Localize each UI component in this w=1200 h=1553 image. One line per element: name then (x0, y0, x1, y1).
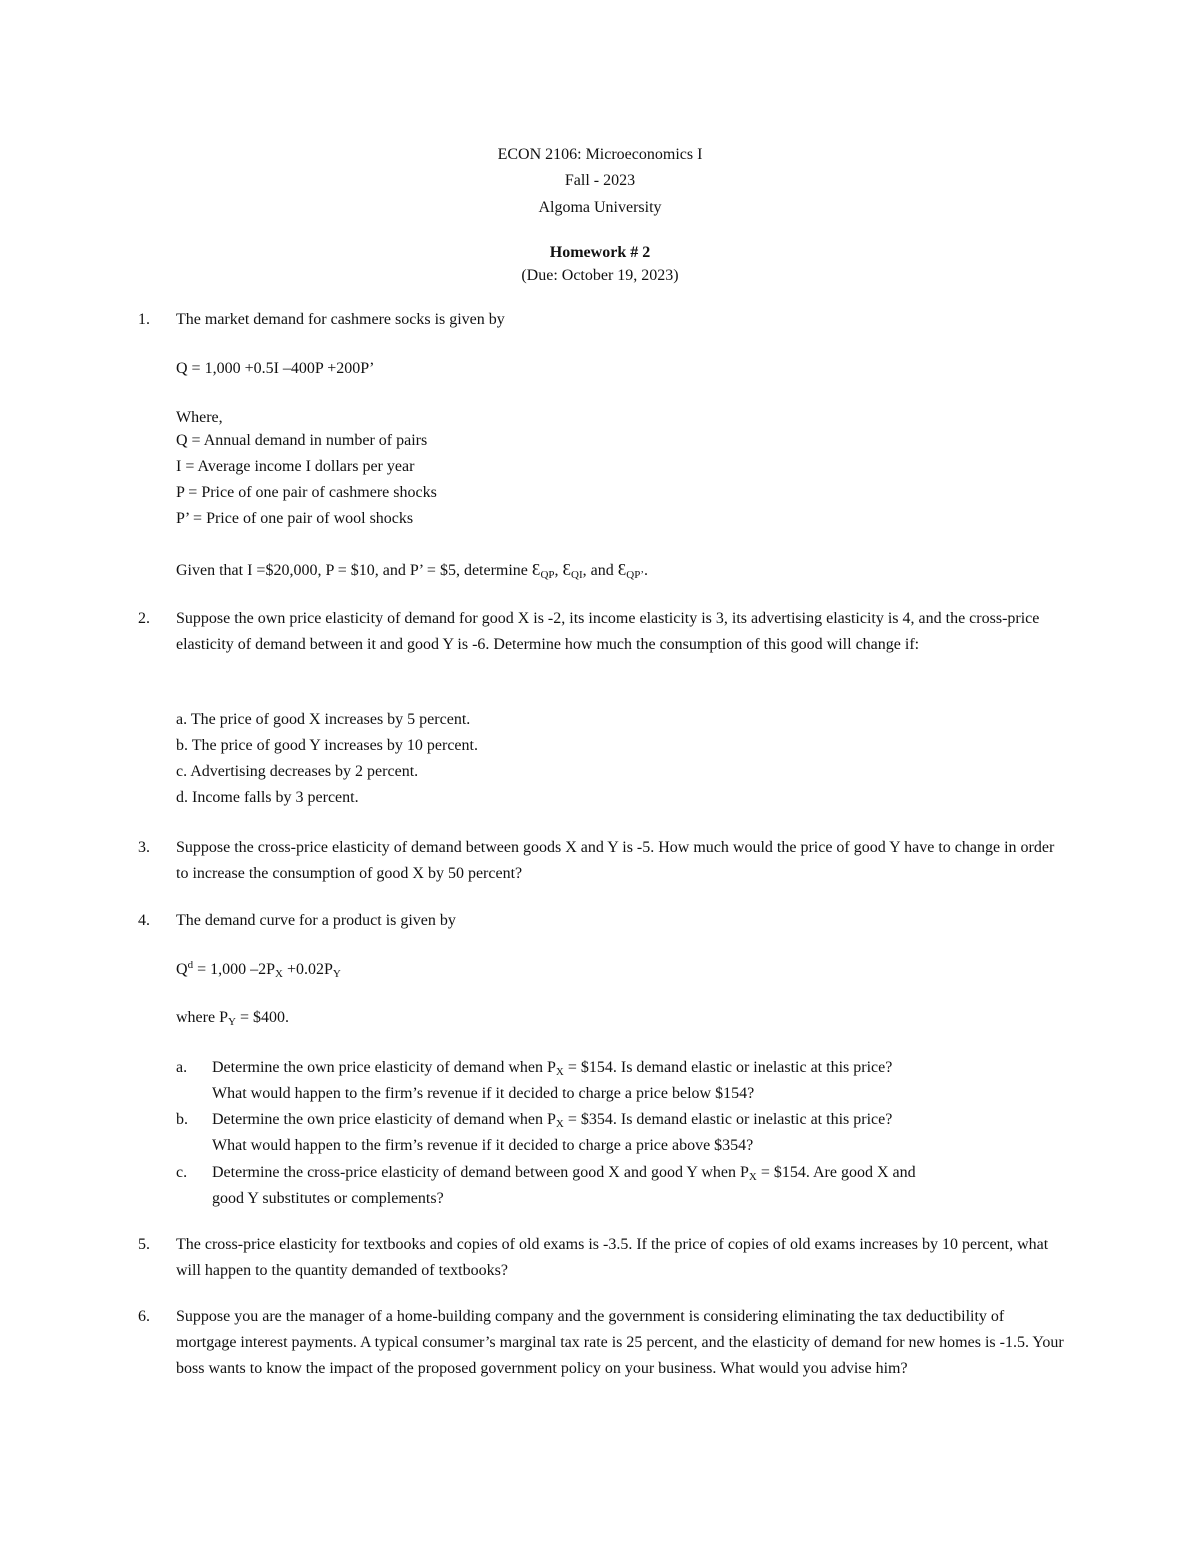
question-number: 4. (138, 912, 150, 929)
q1-def: P’ = Price of one pair of wool shocks (176, 510, 414, 527)
subscript: QP (540, 569, 555, 581)
course-title: ECON 2106: Microeconomics I (497, 146, 703, 163)
text: = $354. Is demand elastic or inelastic at this price? (563, 1111, 893, 1128)
epsilon-symbol: Ɛ (617, 560, 627, 579)
q3-text: Suppose the cross-price elasticity of demand between goods X and Y is -5. How much would the price of good Y have to change in order to increase the consumption of good X by 50 percent? (176, 839, 1055, 882)
q6-text: Suppose you are the manager of a home-building company and the government is considering eliminating the tax deductibility of mortgage interest payments. A typical consumer’s marginal tax rate is 25 percent, and the elasticity of demand for new homes is -1.5. Your boss wants to know the impact of the proposed government policy on your business. What would you advise him? (176, 1308, 1064, 1377)
q4a-line1 (212, 1055, 892, 1081)
q4-equation (176, 957, 341, 983)
q2-item: a. The price of good X increases by 5 percent. (176, 711, 471, 728)
q2-text: Suppose the own price elasticity of demand for good X is -2, its income elasticity is 3, its advertising elasticity is 4, and the cross-price elasticity of demand between it and good Y is -6. Determine how much the consumption of this good will change if: (176, 610, 1040, 653)
part-letter: a. (176, 1059, 188, 1076)
university-name: Algoma University (538, 199, 662, 216)
question-number: 3. (138, 839, 150, 856)
question-number: 6. (138, 1308, 150, 1325)
epsilon-symbol: Ɛ (531, 560, 541, 579)
text: Determine the own price elasticity of demand when P (212, 1111, 556, 1128)
text: = $154. Is demand elastic or inelastic at this price? (563, 1059, 893, 1076)
subscript: X (555, 1066, 564, 1078)
question-number: 2. (138, 610, 150, 627)
part-letter: c. (176, 1164, 188, 1181)
where-text: where P (176, 1009, 228, 1026)
q4a-line2: What would happen to the firm’s revenue if it decided to charge a price below $154? (212, 1085, 755, 1102)
subscript: X (555, 1118, 564, 1130)
text: Determine the own price elasticity of demand when P (212, 1059, 556, 1076)
q1-intro: The market demand for cashmere socks is given by (176, 311, 505, 328)
q1-def: Q = Annual demand in number of pairs (176, 432, 428, 449)
part-letter: b. (176, 1111, 188, 1128)
q1-equation: Q = 1,000 +0.5I –400P +200P’ (176, 360, 375, 377)
separator: , and (582, 562, 618, 579)
q2-item: d. Income falls by 3 percent. (176, 789, 359, 806)
q2-item: b. The price of good Y increases by 10 percent. (176, 737, 478, 754)
term: Fall - 2023 (564, 172, 636, 189)
q1-given-text: Given that I =$20,000, P = $10, and P’ = $5, determine (176, 562, 532, 579)
subscript: Y (227, 1016, 236, 1028)
subscript: QI (571, 569, 583, 581)
homework-title: Homework # 2 (549, 244, 651, 261)
separator: , (554, 562, 563, 579)
question-number: 5. (138, 1236, 150, 1253)
q1-given (176, 557, 648, 584)
q4b-line2: What would happen to the firm’s revenue if it decided to charge a price above $354? (212, 1137, 754, 1154)
subscript: Y (332, 968, 341, 980)
epsilon-symbol: Ɛ (562, 560, 572, 579)
period: . (644, 562, 649, 579)
q4c-line2: good Y substitutes or complements? (212, 1190, 444, 1207)
eq-part: +0.02P (282, 961, 333, 978)
q1-def: P = Price of one pair of cashmere shocks (176, 484, 437, 501)
text: Determine the cross-price elasticity of demand between good X and good Y when P (212, 1164, 749, 1181)
where-text: = $400. (235, 1009, 289, 1026)
q5-text: The cross-price elasticity for textbooks and copies of old exams is -3.5. If the price of copies of old exams increases by 10 percent, what will happen to the quantity demanded of textbooks? (176, 1236, 1049, 1279)
q4c-line1 (212, 1160, 916, 1186)
q1-where: Where, (176, 409, 223, 426)
superscript: d (187, 959, 194, 971)
eq-part: = 1,000 –2P (193, 961, 275, 978)
text: = $154. Are good X and (756, 1164, 916, 1181)
q4-intro: The demand curve for a product is given by (176, 912, 456, 929)
q2-item: c. Advertising decreases by 2 percent. (176, 763, 419, 780)
subscript: X (748, 1171, 757, 1183)
subscript: QP’ (626, 569, 645, 581)
subscript: X (274, 968, 283, 980)
q4b-line1 (212, 1107, 892, 1133)
question-number: 1. (138, 311, 150, 328)
due-date: (Due: October 19, 2023) (521, 267, 679, 284)
eq-q: Q (176, 961, 188, 978)
q4-where (176, 1005, 289, 1031)
q1-def: I = Average income I dollars per year (176, 458, 415, 475)
